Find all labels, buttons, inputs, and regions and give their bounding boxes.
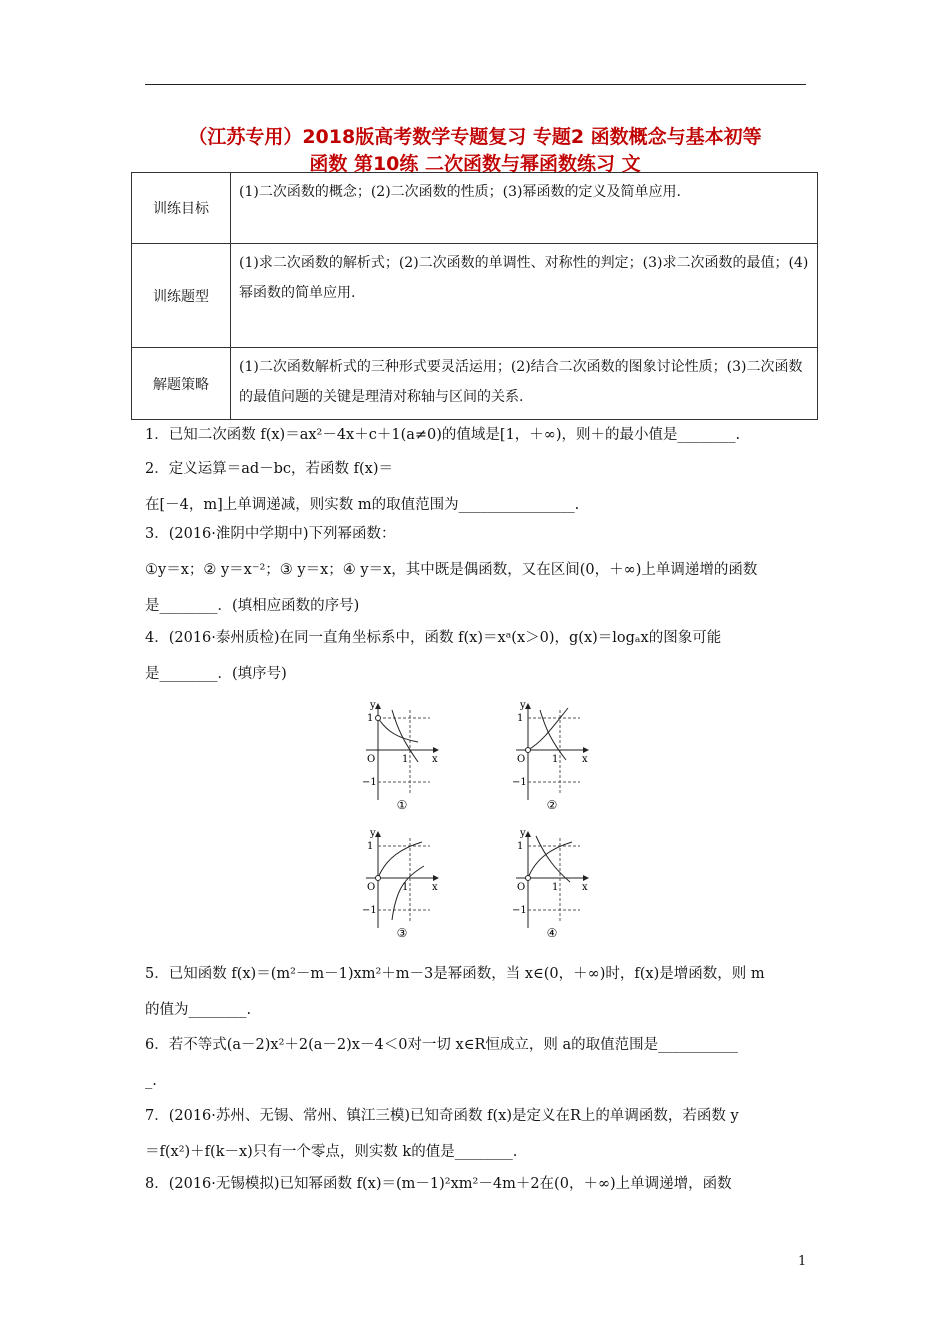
question-8: 8．(2016·无锡模拟)已知幂函数 f(x)＝(m－1)²xm²－4m＋2在(0，＋∞)上单调递增，函数	[145, 1176, 732, 1192]
origin-label: O	[367, 882, 376, 893]
question-5: 5．已知函数 f(x)＝(m²－m－1)xm²＋m－3是幂函数，当 x∈(0，＋∞)时，f(x)是增函数，则 m 的值为________.	[145, 966, 765, 1018]
document-title	[120, 124, 830, 178]
neg-one-label: −1	[512, 777, 527, 788]
question-4: 4．(2016·泰州质检)在同一直角坐标系中，函数 f(x)＝xᵃ(x＞0)，g(x)＝logₐx的图象可能 是________．(填序号)	[145, 630, 722, 682]
neg-one-label: −1	[362, 777, 377, 788]
one-label: 1	[517, 841, 524, 852]
graph-label: ④	[546, 926, 558, 938]
axis-y-label: y	[520, 828, 526, 839]
table-row	[132, 244, 818, 348]
one-x-label: 1	[402, 754, 409, 765]
question-7: 7．(2016·苏州、无锡、常州、镇江三模)已知奇函数 f(x)是定义在R上的单调函数，若函数 y ＝f(x²)＋f(k－x)只有一个零点，则实数 k的值是________.	[145, 1108, 739, 1160]
graph-label: ②	[546, 798, 558, 810]
table-row	[132, 348, 818, 420]
origin-label: O	[517, 754, 526, 765]
axis-x-label: x	[582, 882, 588, 893]
graph-2	[512, 700, 592, 810]
one-label: 1	[367, 841, 374, 852]
table-key: 训练目标	[132, 173, 231, 244]
graph-label: ①	[396, 798, 408, 810]
question-3: 3．(2016·淮阴中学期中)下列幂函数： ①y＝x；② y＝x⁻²；③ y＝x；④ y＝x，其中既是偶函数，又在区间(0，＋∞)上单调递增的函数 是________．(填相应函数的序号)	[145, 526, 758, 614]
title-line-1: （江苏专用）2018版高考数学专题复习 专题2 函数概念与基本初等	[188, 126, 762, 148]
axis-y-label: y	[520, 700, 526, 711]
training-table	[131, 172, 818, 420]
one-label: 1	[517, 713, 524, 724]
one-label: 1	[367, 713, 374, 724]
one-x-label: 1	[552, 882, 559, 893]
title-line-2: 函数 第10练 二次函数与幂函数练习 文	[309, 153, 641, 175]
graph-3	[362, 828, 442, 938]
page-number: 1	[798, 1254, 807, 1269]
origin-label: O	[517, 882, 526, 893]
table-value: (1)二次函数解析式的三种形式要灵活运用；(2)结合二次函数的图象讨论性质；(3)二次函数的最值问题的关键是理清对称轴与区间的关系.	[231, 348, 818, 420]
axis-x-label: x	[582, 754, 588, 765]
graph-1	[362, 700, 442, 810]
axis-y-label: y	[370, 828, 376, 839]
question-1: 1．已知二次函数 f(x)＝ax²－4x＋c＋1(a≠0)的值域是[1，＋∞)，则＋的最小值是________.	[145, 427, 741, 443]
graph-4	[512, 828, 592, 938]
neg-one-label: −1	[512, 905, 527, 916]
axis-x-label: x	[432, 754, 438, 765]
axis-y-label: y	[370, 700, 376, 711]
origin-label: O	[367, 754, 376, 765]
one-x-label: 1	[402, 882, 409, 893]
one-x-label: 1	[552, 754, 559, 765]
axis-x-label: x	[432, 882, 438, 893]
table-value: (1)求二次函数的解析式；(2)二次函数的单调性、对称性的判定；(3)求二次函数的最值；(4)幂函数的简单应用.	[231, 244, 818, 348]
header-rule	[145, 84, 806, 85]
table-key: 训练题型	[132, 244, 231, 348]
question-6: 6．若不等式(a－2)x²＋2(a－2)x－4＜0对一切 x∈R恒成立，则 a的取值范围是___________ _.	[145, 1037, 738, 1089]
graph-label: ③	[396, 926, 408, 938]
table-key: 解题策略	[132, 348, 231, 420]
question-2: 2．定义运算＝ad－bc，若函数 f(x)＝ 在[－4，m]上单调递减，则实数 m的取值范围为________________.	[145, 461, 580, 513]
neg-one-label: −1	[362, 905, 377, 916]
table-value: (1)二次函数的概念；(2)二次函数的性质；(3)幂函数的定义及简单应用.	[231, 173, 818, 244]
table-row	[132, 173, 818, 244]
